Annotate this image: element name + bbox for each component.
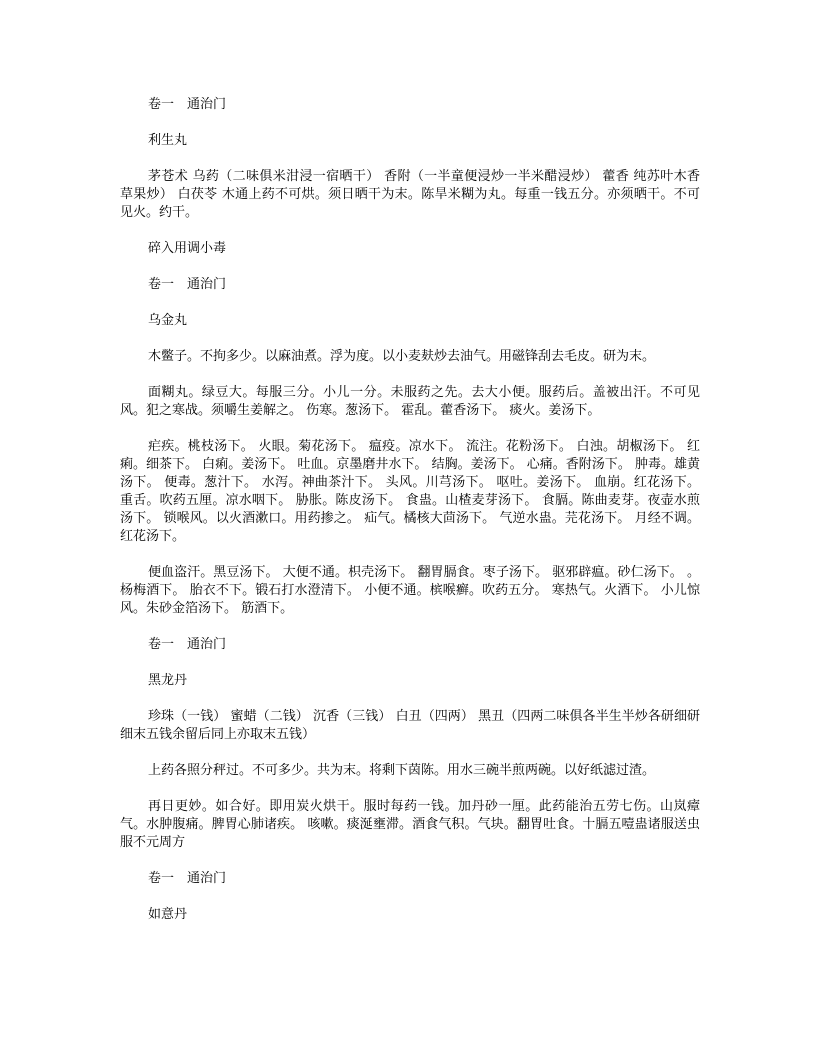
body-paragraph: 面糊丸。绿豆大。每服三分。小儿一分。未服药之先。去大小便。服药后。盖被出汗。不可见风。犯之寒战。须嚼生姜解之。 伤寒。葱汤下。 霍乱。藿香汤下。 痰火。姜汤下。	[120, 385, 700, 418]
recipe-title: 黑龙丹	[148, 673, 188, 688]
body-paragraph: 茅苍术 乌药（二味俱米泔浸一宿晒干） 香附（一半童便浸炒一半米醋浸炒） 藿香 纯苏叶木香 草果炒） 白茯苓 木通上药不可烘。须日晒干为末。陈旱米糊为丸。每重一钱五分。亦须晒干。不可见火。约干。	[120, 169, 700, 220]
document-page	[120, 96, 700, 942]
recipe-title: 如意丹	[148, 907, 188, 922]
section-heading: 卷一 通治门	[148, 97, 227, 112]
recipe-note: 碎入用调小毒	[148, 241, 227, 256]
body-paragraph: 木鳖子。不拘多少。以麻油煮。浮为度。以小麦麸炒去油气。用磁锋刮去毛皮。研为末。	[148, 349, 656, 364]
body-paragraph: 便血盗汗。黑豆汤下。 大便不通。枳壳汤下。 翻胃膈食。枣子汤下。 驱邪辟瘟。砂仁汤下。 。杨梅酒下。 胎衣不下。锻石打水澄清下。 小便不通。槟喉癣。吹药五分。 寒热气。火酒下。 小儿惊风。朱砂金箔汤下。 筋酒下。	[120, 565, 700, 616]
recipe-title: 利生丸	[148, 133, 188, 148]
body-paragraph: 珍珠（一钱） 蜜蜡（二钱） 沉香（三钱） 白丑（四两） 黑丑（四两二味俱各半生半炒各研细研细末五钱余留后同上亦取末五钱）	[120, 709, 700, 742]
recipe-title: 乌金丸	[148, 313, 188, 328]
section-heading: 卷一 通治门	[148, 277, 227, 292]
section-heading: 卷一 通治门	[148, 637, 227, 652]
body-paragraph: 再日更妙。如合好。即用炭火烘干。服时每药一钱。加丹砂一厘。此药能治五劳七伤。山岚瘴气。水肿腹痛。脾胃心肺诸疾。 咳嗽。痰涎壅滞。酒食气积。气块。翻胃吐食。十膈五噎蛊诸服送虫服不元周方	[120, 799, 700, 850]
body-paragraph: 上药各照分秤过。不可多少。共为末。将剩下茵陈。用水三碗半煎两碗。以好纸滤过渣。	[148, 763, 656, 778]
body-paragraph: 疟疾。桃枝汤下。 火眼。菊花汤下。 瘟疫。凉水下。 流注。花粉汤下。 白浊。胡椒汤下。 红痢。细茶下。 白痢。姜汤下。 吐血。京墨磨井水下。 结胸。姜汤下。 心痛。香附汤下。 肿毒。雄黄汤下。 便毒。葱汁下。 水泻。神曲茶汁下。 头风。川芎汤下。 呕吐。姜汤下。 血崩。红花汤下。 重舌。吹药五厘。凉水咽下。 胁胀。陈皮汤下。 食蛊。山楂麦芽汤下。 食膈。陈曲麦芽。夜壶水煎汤下。 锁喉风。以火酒漱口。用药掺之。 疝气。橘核大茴汤下。 气逆水蛊。芫花汤下。 月经不调。红花汤下。	[120, 439, 700, 544]
section-heading: 卷一 通治门	[148, 871, 227, 886]
